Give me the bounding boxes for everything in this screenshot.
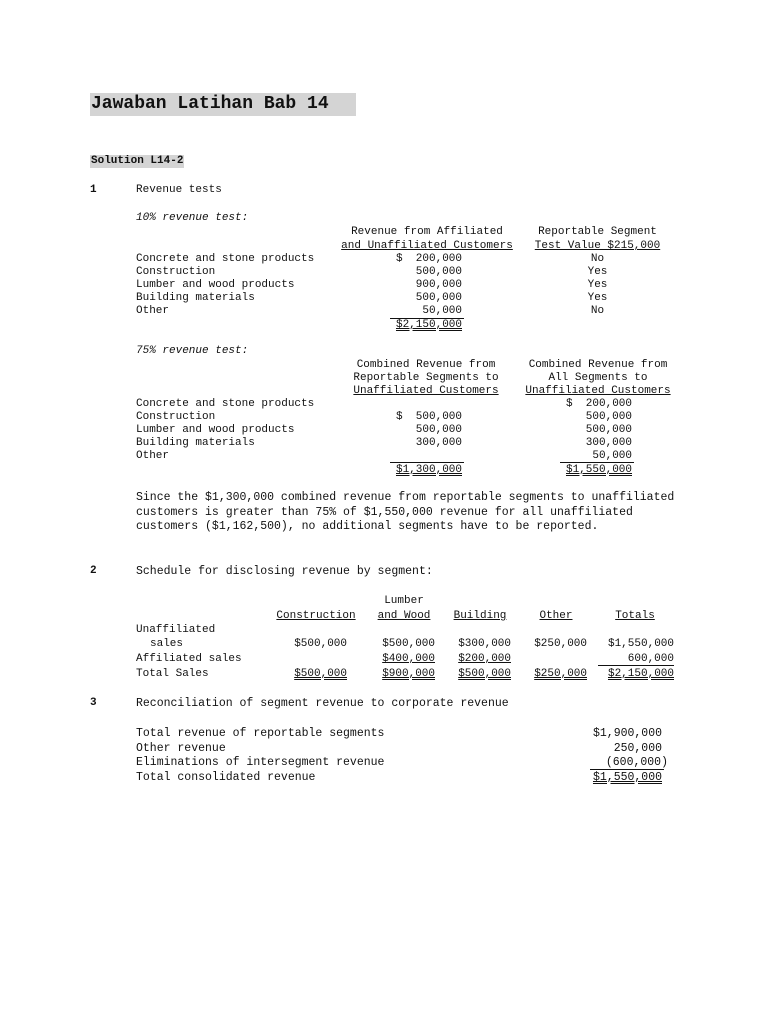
test75-col2-header: Combined Revenue from	[528, 359, 668, 371]
table-cell: 600,000	[627, 653, 674, 665]
table-cell: $1,900,000	[592, 727, 662, 740]
row-label: Total consolidated revenue	[136, 771, 316, 784]
table-cell: 50,000	[422, 305, 462, 317]
table-cell: 500,000	[585, 411, 632, 423]
page-title: Jawaban Latihan Bab 14	[90, 93, 356, 116]
table-cell: No	[590, 253, 605, 265]
solution-heading: Solution L14-2	[91, 155, 184, 167]
section-3-heading: Reconciliation of segment revenue to corporate revenue	[136, 697, 509, 710]
table-cell: $1,550,000	[592, 771, 662, 784]
table-cell: 300,000	[585, 437, 632, 449]
table-row-label: Construction	[136, 411, 216, 423]
table-row-label: Lumber and wood products	[136, 424, 295, 436]
test75-col1-header: Combined Revenue from	[356, 359, 496, 371]
test75-label: 75% revenue test:	[136, 345, 249, 357]
table-cell: 50,000	[592, 450, 632, 462]
test10-col1-header: Revenue from Affiliated	[351, 226, 503, 238]
row-label: Unaffiliated	[136, 624, 216, 636]
sum-rule	[560, 462, 634, 463]
table-cell: 500,000	[415, 424, 462, 436]
table-cell: 250,000	[613, 742, 662, 755]
table-cell: 500,000	[415, 292, 462, 304]
table-cell: $500,000	[382, 638, 435, 650]
table-cell: 900,000	[415, 279, 462, 291]
table-cell: Yes	[587, 279, 608, 291]
row-label: Total revenue of reportable segments	[136, 727, 385, 740]
row-label: Affiliated sales	[136, 653, 242, 665]
test10-col1-header: and Unaffiliated Customers	[341, 240, 513, 252]
table-cell: No	[590, 305, 605, 317]
test10-label: 10% revenue test:	[136, 212, 249, 224]
test75-col2-header: All Segments to	[548, 372, 648, 384]
conclusion-paragraph: Since the $1,300,000 combined revenue from reportable segments to unaffiliated customers is greater than 75% of $1,550,000 revenue for all unaffiliated customers ($1,162,500), no additional segments have to be reported.	[136, 491, 675, 533]
table-cell: Yes	[587, 292, 608, 304]
column-header: Construction	[276, 610, 356, 622]
row-label: Other revenue	[136, 742, 226, 755]
section-3-number: 3	[90, 697, 97, 709]
table-cell: Yes	[587, 266, 608, 278]
table-row-label: Concrete and stone products	[136, 398, 315, 410]
column-header: Totals	[615, 610, 655, 622]
test75-col2-header: Unaffiliated Customers	[525, 385, 671, 397]
table-cell: $250,000	[534, 668, 587, 680]
sum-rule	[590, 769, 664, 770]
column-header: Lumber	[384, 595, 424, 607]
table-row-label: Construction	[136, 266, 216, 278]
sum-rule	[390, 462, 464, 463]
table-cell: $250,000	[534, 638, 587, 650]
test10-total: $2,150,000	[395, 319, 462, 331]
table-cell: 500,000	[585, 424, 632, 436]
test75-total-b: $1,550,000	[565, 464, 632, 476]
test10-col2-header: Reportable Segment	[538, 226, 657, 238]
section-1-heading: Revenue tests	[136, 184, 222, 196]
section-2-number: 2	[90, 565, 97, 577]
row-label: Total Sales	[136, 668, 209, 680]
table-cell: 300,000	[415, 437, 462, 449]
table-row-label: Other	[136, 450, 170, 462]
column-header: Building	[453, 610, 507, 622]
table-row-label: Lumber and wood products	[136, 279, 295, 291]
table-row-label: Other	[136, 305, 170, 317]
table-cell: $500,000	[294, 668, 347, 680]
test75-col1-header: Reportable Segments to	[353, 372, 499, 384]
table-row-label: Concrete and stone products	[136, 253, 315, 265]
table-cell: $ 200,000	[395, 253, 462, 265]
table-row-label: Building materials	[136, 292, 255, 304]
table-cell: $300,000	[458, 638, 511, 650]
table-cell: $400,000	[382, 653, 435, 665]
table-cell: $500,000	[458, 668, 511, 680]
table-cell: 500,000	[415, 266, 462, 278]
section-2-heading: Schedule for disclosing revenue by segment:	[136, 565, 433, 578]
table-row-label: Building materials	[136, 437, 255, 449]
row-label: Eliminations of intersegment revenue	[136, 756, 385, 769]
table-cell: $ 500,000	[395, 411, 462, 423]
table-cell: $ 200,000	[565, 398, 632, 410]
row-label: sales	[150, 638, 184, 650]
test75-col1-header: Unaffiliated Customers	[353, 385, 499, 397]
column-header: Other	[539, 610, 573, 622]
column-header: and Wood	[377, 610, 431, 622]
test75-total-a: $1,300,000	[395, 464, 462, 476]
table-cell: (600,000)	[605, 756, 668, 769]
table-cell: $500,000	[294, 638, 347, 650]
test10-col2-header: Test Value $215,000	[534, 240, 661, 252]
table-cell: $2,150,000	[607, 668, 674, 680]
table-cell: $1,550,000	[607, 638, 674, 650]
section-1-number: 1	[90, 184, 97, 196]
table-cell: $900,000	[382, 668, 435, 680]
table-cell: $200,000	[458, 653, 511, 665]
